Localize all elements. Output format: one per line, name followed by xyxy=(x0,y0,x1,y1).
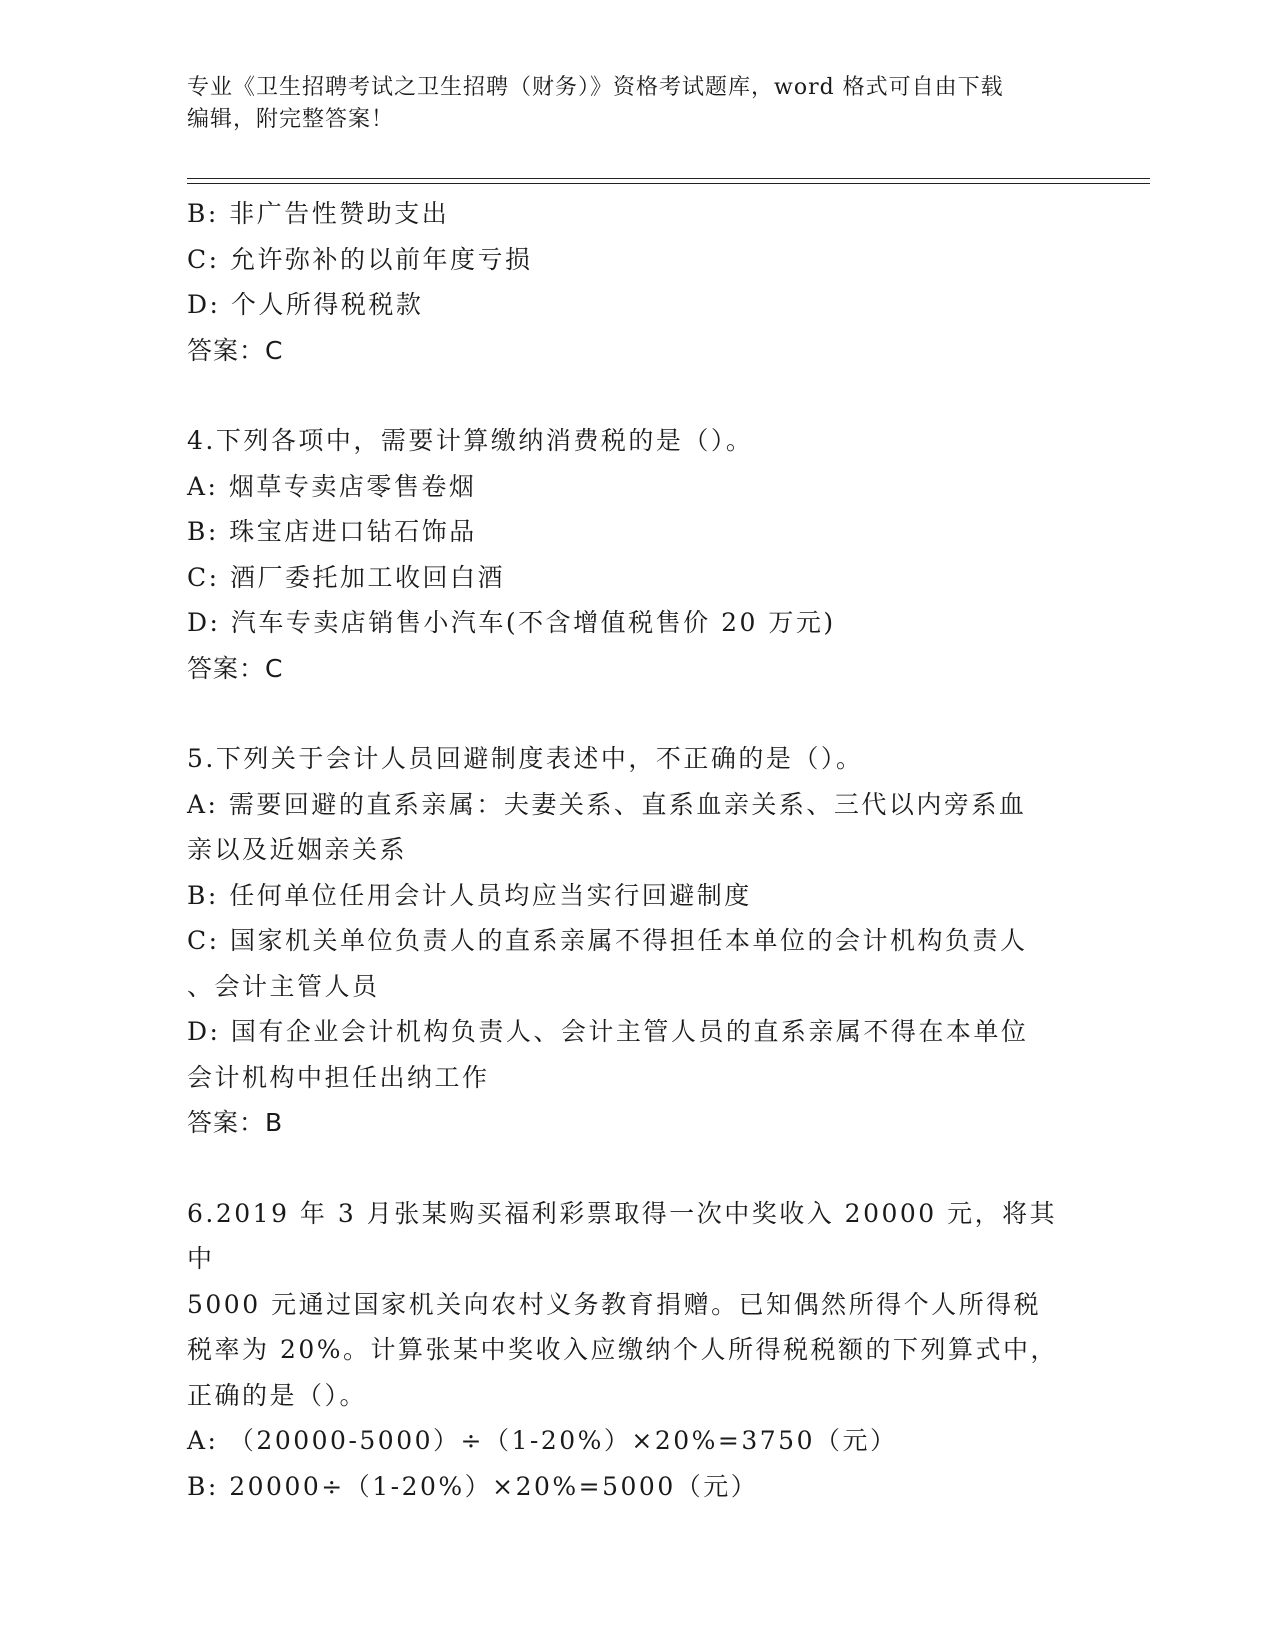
header-rule-top xyxy=(187,178,1150,179)
option-d: D: 国有企业会计机构负责人、会计主管人员的直系亲属不得在本单位 xyxy=(187,1017,1029,1046)
option-c: C: 允许弥补的以前年度亏损 xyxy=(187,244,533,274)
question-stem-continued: 正确的是（）。 xyxy=(187,1380,368,1410)
option-a: A: 烟草专卖店零售卷烟 xyxy=(187,471,477,501)
question-stem: 5.下列关于会计人员回避制度表述中，不正确的是（）。 xyxy=(187,744,864,773)
option-c: C: 国家机关单位负责人的直系亲属不得担任本单位的会计机构负责人 xyxy=(187,926,1028,955)
answer-text: 答案：B xyxy=(187,1108,284,1137)
document-header xyxy=(187,72,1067,136)
question-5 xyxy=(187,736,1067,1146)
question-stem: 6.2019 年 3 月张某购买福利彩票取得一次中奖收入 20000 元，将其中 xyxy=(187,1198,1058,1273)
option-c-continued: 、会计主管人员 xyxy=(187,971,380,1001)
option-d: D: 汽车专卖店销售小汽车(不含增值税售价 20 万元) xyxy=(187,608,836,637)
option-a: A: （20000-5000）÷（1-20%）×20%=3750（元） xyxy=(187,1426,898,1455)
option-b: B: 非广告性赞助支出 xyxy=(187,199,450,228)
header-line-2: 编辑，附完整答案！ xyxy=(187,107,395,132)
question-content xyxy=(187,191,1067,1509)
question-6 xyxy=(187,1191,1067,1510)
question-stem-continued: 5000 元通过国家机关向农村义务教育捐赠。已知偶然所得个人所得税 xyxy=(187,1289,1042,1319)
question-4 xyxy=(187,418,1067,691)
option-a-continued: 亲以及近姻亲关系 xyxy=(187,835,408,864)
option-b: B: 珠宝店进口钻石饰品 xyxy=(187,517,477,546)
question-3 xyxy=(187,191,1067,373)
question-stem-continued: 税率为 20%。计算张某中奖收入应缴纳个人所得税税额的下列算式中， xyxy=(187,1335,1059,1364)
answer-text: 答案：C xyxy=(187,653,284,683)
answer-text: 答案：C xyxy=(187,335,284,365)
option-d-continued: 会计机构中担任出纳工作 xyxy=(187,1062,490,1092)
header-line-1: 专业《卫生招聘考试之卫生招聘（财务）》资格考试题库，word 格式可自由下载 xyxy=(187,75,1004,100)
question-stem: 4.下列各项中，需要计算缴纳消费税的是（）。 xyxy=(187,426,754,455)
option-c: C: 酒厂委托加工收回白酒 xyxy=(187,562,505,592)
option-b: B: 任何单位任用会计人员均应当实行回避制度 xyxy=(187,880,752,910)
option-d: D: 个人所得税税款 xyxy=(187,290,424,319)
option-a: A: 需要回避的直系亲属：夫妻关系、直系血亲关系、三代以内旁系血 xyxy=(187,789,1027,819)
header-rule-bottom xyxy=(187,183,1150,184)
option-b: B: 20000÷（1-20%）×20%=5000（元） xyxy=(187,1471,759,1501)
